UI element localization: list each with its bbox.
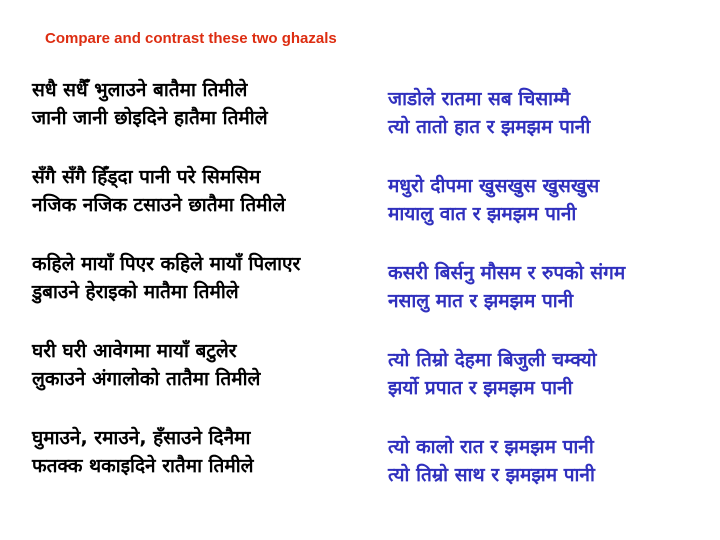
- ghazal-line: त्यो कालो रात र झमझम पानी: [388, 436, 594, 458]
- ghazal-line: सधै सधैँ भुलाउने बातैमा तिमीले: [32, 79, 248, 101]
- ghazal-line: घुमाउने, रमाउने, हँसाउने दिनैमा: [32, 427, 251, 449]
- ghazal-line: जानी जानी छोइदिने हातैमा तिमीले: [32, 107, 268, 129]
- ghazal-line: कसरी बिर्सनु मौसम र रुपको संगम: [388, 262, 626, 284]
- ghazal-line: लुकाउने अंगालोको तातैमा तिमीले: [32, 368, 261, 390]
- ghazal-line: कहिले मायाँ पिएर कहिले मायाँ पिलाएर: [32, 253, 301, 275]
- left-ghazal-stanza-5: [32, 424, 300, 480]
- left-ghazal-stanza-3: [32, 250, 300, 306]
- ghazal-line: मधुरो दीपमा खुसखुस खुसखुस: [388, 175, 600, 197]
- left-ghazal-stanza-2: [32, 163, 300, 219]
- left-ghazal-stanza-1: [32, 76, 300, 132]
- ghazal-line: त्यो तिम्रो देहमा बिजुली चम्क्यो: [388, 349, 597, 371]
- right-ghazal-stanza-4: [388, 346, 625, 402]
- ghazal-line: मायालु वात र झमझम पानी: [388, 203, 577, 225]
- page-title: Compare and contrast these two ghazals: [45, 30, 337, 47]
- left-ghazal-column: [32, 76, 300, 511]
- ghazal-line: जाडोले रातमा सब चिसाम्मै: [388, 88, 571, 110]
- ghazal-line: त्यो तिम्रो साथ र झमझम पानी: [388, 464, 595, 486]
- right-ghazal-stanza-3: [388, 259, 625, 315]
- left-ghazal-stanza-4: [32, 337, 300, 393]
- ghazal-line: नसालु मात र झमझम पानी: [388, 290, 574, 312]
- ghazal-line: नजिक नजिक टसाउने छातैमा तिमीले: [32, 194, 286, 216]
- right-ghazal-column: [388, 85, 625, 520]
- ghazal-line: सँगै सँगै हिँड्दा पानी परे सिमसिम: [32, 166, 261, 188]
- ghazal-line: डुबाउने हेराइको मातैमा तिमीले: [32, 281, 239, 303]
- right-ghazal-stanza-2: [388, 172, 625, 228]
- right-ghazal-stanza-5: [388, 433, 625, 489]
- right-ghazal-stanza-1: [388, 85, 625, 141]
- ghazal-line: त्यो तातो हात र झमझम पानी: [388, 116, 591, 138]
- ghazal-line: झर्यो प्रपात र झमझम पानी: [388, 377, 573, 399]
- ghazal-line: फतक्क थकाइदिने रातैमा तिमीले: [32, 455, 254, 477]
- ghazal-line: घरी घरी आवेगमा मायाँ बटुलेर: [32, 340, 237, 362]
